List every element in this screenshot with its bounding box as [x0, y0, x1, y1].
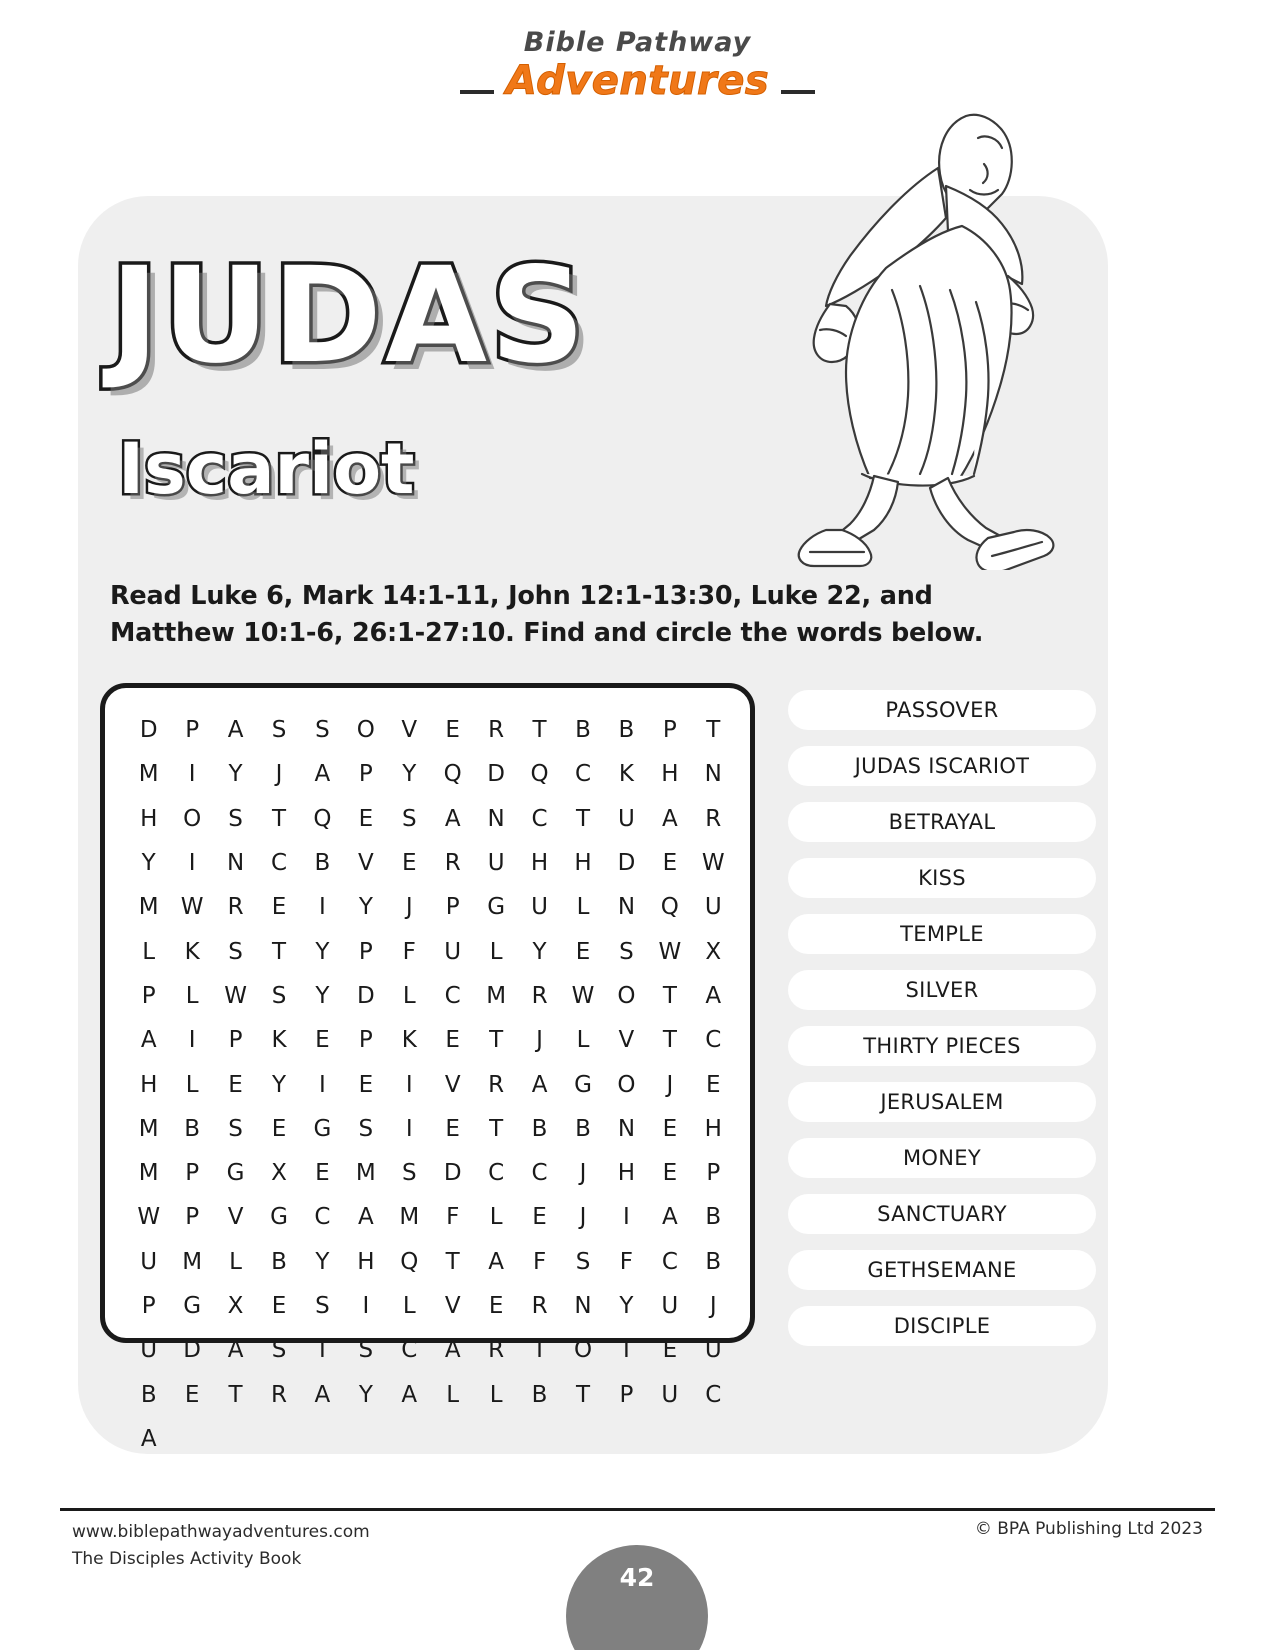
grid-cell[interactable]: R: [444, 850, 461, 877]
grid-cell[interactable]: O: [356, 717, 375, 744]
grid-cell[interactable]: Q: [530, 761, 549, 788]
grid-cell[interactable]: P: [358, 1027, 373, 1054]
grid-cell[interactable]: K: [618, 761, 634, 788]
grid-cell[interactable]: A: [227, 1337, 244, 1364]
grid-cell[interactable]: C: [574, 761, 592, 788]
grid-cell[interactable]: V: [227, 1204, 244, 1231]
grid-cell[interactable]: E: [706, 1071, 721, 1098]
grid-cell[interactable]: N: [617, 1115, 636, 1142]
grid-cell[interactable]: S: [401, 805, 417, 832]
grid-cell[interactable]: P: [185, 1160, 200, 1187]
grid-cell[interactable]: L: [489, 1204, 503, 1231]
grid-cell[interactable]: Y: [271, 1071, 287, 1098]
grid-cell[interactable]: U: [618, 805, 635, 832]
grid-cell[interactable]: E: [662, 1160, 678, 1187]
grid-cell[interactable]: J: [666, 1071, 674, 1098]
grid-cell[interactable]: A: [444, 1337, 461, 1364]
grid-cell[interactable]: B: [705, 1248, 722, 1275]
grid-cell[interactable]: T: [706, 717, 721, 744]
grid-cell[interactable]: S: [228, 938, 243, 965]
grid-cell[interactable]: A: [488, 1248, 504, 1275]
grid-cell[interactable]: S: [228, 1115, 243, 1142]
grid-cell[interactable]: Y: [315, 1248, 330, 1275]
grid-cell[interactable]: S: [271, 717, 287, 744]
word-list-item[interactable]: TEMPLE: [788, 914, 1096, 954]
grid-cell[interactable]: S: [228, 805, 243, 832]
grid-cell[interactable]: G: [226, 1160, 245, 1187]
grid-cell[interactable]: I: [188, 761, 196, 788]
grid-cell[interactable]: U: [531, 894, 548, 921]
grid-cell[interactable]: E: [575, 938, 591, 965]
grid-cell[interactable]: H: [661, 761, 679, 788]
grid-cell[interactable]: C: [705, 1381, 722, 1408]
grid-cell[interactable]: T: [662, 982, 677, 1009]
grid-cell[interactable]: N: [487, 805, 505, 832]
page-number-badge: 42: [566, 1545, 708, 1650]
grid-cell[interactable]: I: [536, 1337, 543, 1364]
grid-cell[interactable]: O: [617, 1071, 636, 1098]
grid-cell[interactable]: C: [531, 1160, 548, 1187]
grid-cell[interactable]: R: [531, 982, 548, 1009]
grid-cell[interactable]: C: [270, 850, 288, 877]
grid-cell[interactable]: Y: [619, 1293, 634, 1319]
grid-cell[interactable]: E: [662, 850, 678, 877]
grid-cell[interactable]: U: [487, 850, 505, 877]
grid-cell[interactable]: E: [532, 1204, 547, 1231]
grid-cell[interactable]: A: [661, 1204, 678, 1231]
grid-cell[interactable]: L: [489, 1381, 503, 1408]
grid-cell[interactable]: L: [402, 1293, 416, 1319]
grid-cell[interactable]: C: [661, 1248, 678, 1275]
grid-cell[interactable]: B: [618, 717, 635, 744]
grid-cell[interactable]: A: [531, 1071, 548, 1098]
grid-cell[interactable]: G: [313, 1115, 332, 1142]
instructions-text: Read Luke 6, Mark 14:1-11, John 12:1-13:30, Luke 22, and Matthew 10:1-6, 26:1-27:10. Find and circle the words below.: [110, 581, 984, 648]
grid-cell[interactable]: I: [623, 1204, 630, 1231]
grid-cell[interactable]: S: [358, 1115, 374, 1142]
grid-cell[interactable]: P: [185, 717, 200, 744]
grid-cell[interactable]: I: [319, 894, 326, 921]
grid-cell[interactable]: T: [489, 1115, 504, 1142]
grid-cell[interactable]: P: [358, 938, 373, 965]
grid-cell[interactable]: L: [402, 982, 416, 1009]
grid-cell[interactable]: H: [530, 850, 549, 877]
grid-cell[interactable]: W: [137, 1204, 161, 1231]
grid-cell[interactable]: T: [489, 1027, 504, 1054]
grid-cell[interactable]: B: [531, 1115, 548, 1142]
grid-cell[interactable]: J: [536, 1027, 543, 1054]
word-list-item[interactable]: KISS: [788, 858, 1096, 898]
footer-book-title: The Disciples Activity Book: [72, 1549, 302, 1569]
grid-cell[interactable]: B: [140, 1381, 157, 1408]
word-list-item[interactable]: DISCIPLE: [788, 1306, 1096, 1346]
grid-cell[interactable]: A: [401, 1381, 418, 1408]
grid-cell[interactable]: H: [140, 805, 158, 832]
brand-name-bottom: Adventures: [505, 58, 770, 104]
grid-cell[interactable]: W: [224, 982, 247, 1009]
grid-cell[interactable]: E: [271, 894, 287, 921]
grid-cell[interactable]: Y: [358, 1381, 373, 1408]
grid-cell[interactable]: L: [446, 1381, 460, 1408]
page-title: JUDAS: [110, 239, 589, 393]
grid-cell[interactable]: S: [619, 938, 634, 965]
grid-cell[interactable]: E: [662, 1337, 678, 1364]
brand-logo: [0, 28, 1275, 104]
grid-cell[interactable]: P: [706, 1160, 721, 1187]
grid-cell[interactable]: P: [358, 761, 373, 788]
grid-cell[interactable]: Y: [402, 761, 417, 788]
grid-cell[interactable]: U: [140, 1248, 158, 1275]
grid-cell[interactable]: X: [227, 1293, 244, 1319]
grid-cell[interactable]: T: [662, 1027, 677, 1054]
grid-cell[interactable]: B: [575, 717, 591, 744]
grid-cell[interactable]: M: [486, 982, 507, 1009]
grid-cell[interactable]: I: [188, 850, 196, 877]
word-search-grid[interactable]: [127, 708, 735, 1461]
grid-cell[interactable]: E: [358, 1071, 374, 1098]
grid-cell[interactable]: E: [358, 805, 374, 832]
grid-cell[interactable]: U: [661, 1293, 679, 1319]
grid-cell[interactable]: Y: [228, 761, 243, 788]
grid-cell[interactable]: A: [357, 1204, 374, 1231]
grid-cell[interactable]: E: [228, 1071, 243, 1098]
grid-cell[interactable]: I: [188, 1027, 196, 1054]
grid-cell[interactable]: S: [401, 1160, 417, 1187]
word-list-item[interactable]: JUDAS ISCARIOT: [788, 746, 1096, 786]
grid-cell[interactable]: P: [619, 1381, 634, 1408]
grid-cell[interactable]: S: [315, 1293, 330, 1319]
grid-cell[interactable]: G: [574, 1071, 592, 1098]
word-search-box: [100, 683, 755, 1452]
grid-cell[interactable]: E: [315, 1027, 330, 1054]
grid-cell[interactable]: G: [183, 1293, 202, 1319]
grid-cell[interactable]: J: [405, 894, 413, 921]
grid-cell[interactable]: T: [575, 1381, 591, 1408]
grid-cell[interactable]: J: [579, 1204, 587, 1231]
grid-cell[interactable]: Q: [400, 1248, 419, 1275]
grid-cell[interactable]: F: [402, 938, 416, 965]
grid-cell[interactable]: G: [270, 1204, 288, 1231]
grid-cell[interactable]: B: [705, 1204, 722, 1231]
grid-cell[interactable]: K: [184, 938, 200, 965]
word-list-item[interactable]: GETHSEMANE: [788, 1250, 1096, 1290]
grid-cell[interactable]: A: [314, 1381, 331, 1408]
grid-cell[interactable]: T: [271, 938, 287, 965]
grid-cell[interactable]: X: [271, 1160, 287, 1187]
grid-cell[interactable]: P: [662, 717, 677, 744]
grid-cell[interactable]: U: [661, 1381, 679, 1408]
grid-cell[interactable]: D: [139, 717, 158, 744]
word-list-item[interactable]: THIRTY PIECES: [788, 1026, 1096, 1066]
grid-cell[interactable]: M: [138, 1115, 159, 1142]
grid-cell[interactable]: E: [402, 850, 417, 877]
grid-cell[interactable]: A: [661, 805, 678, 832]
grid-cell[interactable]: D: [617, 850, 636, 877]
grid-cell[interactable]: C: [401, 1337, 418, 1364]
grid-cell[interactable]: V: [618, 1027, 635, 1054]
grid-cell[interactable]: Y: [358, 894, 373, 921]
grid-cell[interactable]: A: [227, 717, 244, 744]
grid-cell[interactable]: K: [401, 1027, 417, 1054]
footer-divider: [60, 1508, 1215, 1511]
grid-cell[interactable]: R: [705, 805, 722, 832]
grid-cell[interactable]: M: [138, 761, 159, 788]
judas-illustration: [770, 90, 1080, 570]
grid-cell[interactable]: B: [271, 1248, 287, 1275]
grid-cell[interactable]: A: [140, 1425, 157, 1452]
grid-cell[interactable]: W: [180, 894, 204, 921]
grid-cell[interactable]: A: [705, 982, 722, 1009]
grid-cell[interactable]: R: [227, 894, 244, 921]
grid-cell[interactable]: W: [701, 850, 725, 877]
grid-cell[interactable]: M: [182, 1248, 203, 1275]
grid-cell[interactable]: J: [579, 1160, 587, 1187]
grid-cell[interactable]: H: [617, 1160, 636, 1187]
grid-cell[interactable]: O: [617, 982, 636, 1009]
footer-website[interactable]: www.biblepathwayadventures.com: [72, 1522, 370, 1542]
grid-cell[interactable]: C: [444, 982, 461, 1009]
grid-cell[interactable]: R: [531, 1293, 548, 1319]
grid-cell[interactable]: T: [445, 1248, 460, 1275]
grid-cell[interactable]: L: [576, 894, 590, 921]
word-list: [788, 690, 1096, 1362]
word-list-item[interactable]: SILVER: [788, 970, 1096, 1010]
grid-cell[interactable]: S: [315, 717, 330, 744]
grid-cell[interactable]: L: [185, 1071, 199, 1098]
grid-cell[interactable]: M: [138, 1160, 159, 1187]
grid-cell[interactable]: N: [226, 850, 245, 877]
grid-cell[interactable]: Q: [443, 761, 462, 788]
grid-cell[interactable]: M: [138, 894, 159, 921]
grid-cell[interactable]: E: [271, 1115, 287, 1142]
grid-cell[interactable]: R: [488, 717, 505, 744]
grid-cell[interactable]: W: [658, 938, 682, 965]
grid-cell[interactable]: J: [275, 761, 283, 788]
logo-divider-left-icon: [460, 90, 494, 94]
grid-cell[interactable]: O: [573, 1337, 593, 1364]
grid-cell[interactable]: T: [619, 1337, 634, 1364]
grid-cell[interactable]: E: [184, 1381, 200, 1408]
grid-cell[interactable]: P: [228, 1027, 243, 1054]
grid-cell[interactable]: L: [142, 938, 156, 965]
grid-cell[interactable]: L: [185, 982, 199, 1009]
grid-cell[interactable]: P: [141, 982, 156, 1009]
grid-cell[interactable]: U: [444, 938, 462, 965]
grid-cell[interactable]: L: [229, 1248, 242, 1275]
grid-cell[interactable]: L: [489, 938, 503, 965]
grid-cell[interactable]: V: [401, 717, 418, 744]
grid-cell[interactable]: N: [617, 894, 636, 921]
grid-cell[interactable]: S: [358, 1337, 374, 1364]
grid-cell[interactable]: A: [444, 805, 461, 832]
grid-cell[interactable]: P: [445, 894, 460, 921]
grid-cell[interactable]: D: [487, 761, 505, 788]
word-list-item[interactable]: BETRAYAL: [788, 802, 1096, 842]
grid-cell[interactable]: A: [140, 1027, 157, 1054]
grid-cell[interactable]: N: [574, 1293, 592, 1319]
grid-cell[interactable]: T: [532, 717, 547, 744]
grid-cell[interactable]: U: [704, 1337, 722, 1364]
grid-cell[interactable]: B: [184, 1115, 201, 1142]
grid-cell[interactable]: E: [445, 717, 460, 744]
brand-logo-inner: [460, 28, 815, 104]
grid-cell[interactable]: D: [183, 1337, 201, 1364]
grid-cell[interactable]: R: [488, 1071, 505, 1098]
grid-cell[interactable]: T: [228, 1381, 243, 1408]
grid-cell[interactable]: Y: [315, 982, 330, 1009]
grid-cell[interactable]: J: [709, 1293, 717, 1319]
page-subtitle: Iscariot: [118, 428, 415, 510]
grid-cell[interactable]: V: [357, 850, 374, 877]
word-list-item[interactable]: MONEY: [788, 1138, 1096, 1178]
grid-cell[interactable]: O: [183, 805, 202, 832]
grid-cell[interactable]: C: [488, 1160, 505, 1187]
grid-cell[interactable]: L: [576, 1027, 590, 1054]
footer-copyright: © BPA Publishing Ltd 2023: [974, 1519, 1203, 1539]
grid-cell[interactable]: T: [271, 805, 287, 832]
grid-cell[interactable]: U: [704, 894, 722, 921]
grid-cell[interactable]: D: [356, 982, 375, 1009]
grid-cell[interactable]: E: [271, 1293, 287, 1319]
grid-cell[interactable]: T: [575, 805, 591, 832]
grid-cell[interactable]: H: [574, 850, 592, 877]
grid-cell[interactable]: H: [704, 1115, 722, 1142]
grid-cell[interactable]: C: [314, 1204, 331, 1231]
grid-cell[interactable]: F: [619, 1248, 634, 1275]
grid-cell[interactable]: U: [140, 1337, 158, 1364]
grid-cell[interactable]: N: [704, 761, 722, 788]
word-list-item[interactable]: PASSOVER: [788, 690, 1096, 730]
grid-cell[interactable]: I: [319, 1337, 326, 1364]
grid-cell[interactable]: P: [185, 1204, 200, 1231]
grid-cell[interactable]: P: [141, 1293, 156, 1319]
grid-cell[interactable]: Q: [660, 894, 679, 921]
grid-cell[interactable]: F: [532, 1248, 547, 1275]
grid-cell[interactable]: E: [445, 1027, 460, 1054]
word-list-item[interactable]: JERUSALEM: [788, 1082, 1096, 1122]
grid-cell[interactable]: H: [357, 1248, 375, 1275]
grid-cell[interactable]: X: [705, 938, 722, 965]
grid-cell[interactable]: I: [362, 1293, 370, 1319]
grid-cell[interactable]: S: [271, 982, 287, 1009]
grid-cell[interactable]: S: [271, 1337, 287, 1364]
grid-cell[interactable]: D: [443, 1160, 462, 1187]
grid-cell[interactable]: Y: [315, 938, 330, 965]
grid-cell[interactable]: Q: [313, 805, 332, 832]
grid-cell[interactable]: H: [140, 1071, 158, 1098]
grid-cell[interactable]: K: [271, 1027, 287, 1054]
grid-cell[interactable]: R: [488, 1337, 505, 1364]
grid-cell[interactable]: C: [705, 1027, 722, 1054]
grid-cell[interactable]: A: [314, 761, 331, 788]
grid-cell[interactable]: G: [487, 894, 506, 921]
grid-cell[interactable]: E: [445, 1115, 460, 1142]
grid-cell[interactable]: M: [355, 1160, 376, 1187]
grid-cell[interactable]: Y: [532, 938, 547, 965]
grid-cell[interactable]: I: [405, 1115, 413, 1142]
word-list-item[interactable]: SANCTUARY: [788, 1194, 1096, 1234]
grid-cell[interactable]: B: [314, 850, 331, 877]
grid-cell[interactable]: E: [315, 1160, 330, 1187]
grid-cell[interactable]: C: [531, 805, 548, 832]
grid-cell[interactable]: I: [405, 1071, 413, 1098]
grid-cell[interactable]: E: [662, 1115, 678, 1142]
brand-name-top: Bible Pathway: [523, 27, 752, 58]
grid-cell[interactable]: F: [446, 1204, 460, 1231]
grid-cell[interactable]: S: [575, 1248, 591, 1275]
grid-cell[interactable]: W: [571, 982, 595, 1009]
footer-left-block: [72, 1519, 370, 1573]
grid-cell[interactable]: E: [488, 1293, 504, 1319]
grid-cell[interactable]: I: [319, 1071, 326, 1098]
grid-cell[interactable]: B: [531, 1381, 548, 1408]
grid-cell[interactable]: V: [444, 1293, 461, 1319]
grid-cell[interactable]: V: [444, 1071, 461, 1098]
grid-cell[interactable]: M: [399, 1204, 420, 1231]
grid-cell[interactable]: R: [271, 1381, 287, 1408]
grid-cell[interactable]: Y: [141, 850, 156, 877]
grid-cell[interactable]: B: [575, 1115, 591, 1142]
